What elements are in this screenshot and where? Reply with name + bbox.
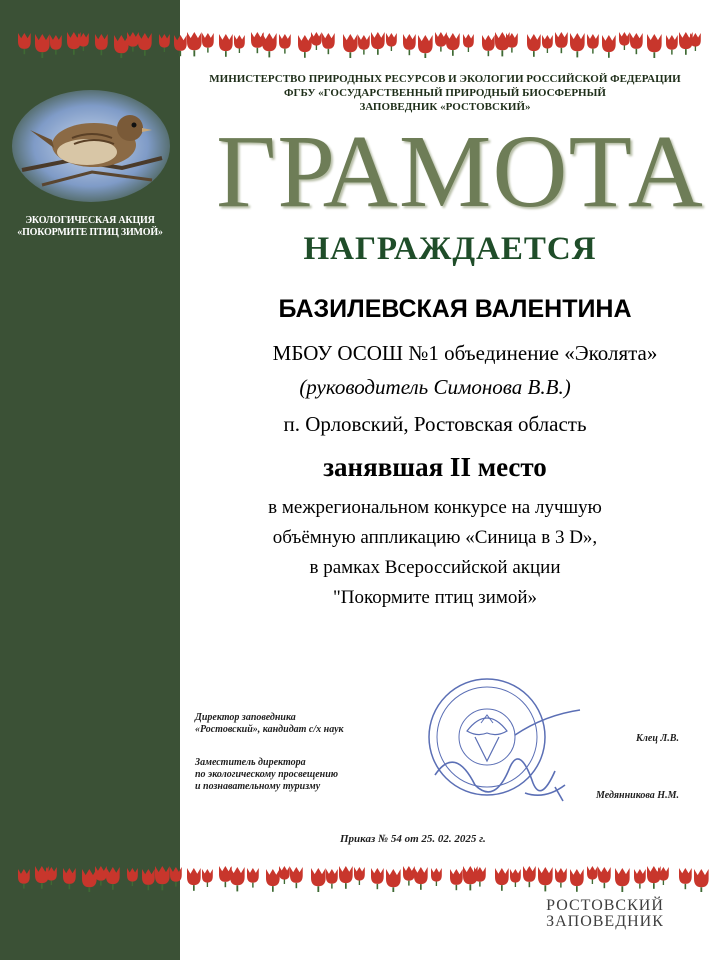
tulip-icon: [82, 869, 97, 892]
tulip-icon: [155, 866, 170, 890]
tulip-icon: [538, 867, 553, 891]
tulip-icon: [435, 32, 447, 52]
tulip-icon: [339, 866, 353, 889]
tulip-icon: [343, 34, 358, 58]
tulip-icon: [666, 35, 678, 55]
desc-line4: "Покормите птиц зимой»: [332, 587, 538, 608]
campaign-caption-line2: «ПОКОРМИТЕ ПТИЦ ЗИМОЙ»: [17, 227, 163, 238]
tulip-icon: [187, 32, 202, 56]
tulip-icon: [403, 866, 415, 886]
tulip-icon: [106, 867, 120, 890]
deputy-name: Медянникова Н.М.: [596, 790, 679, 801]
tulip-icon: [202, 33, 214, 53]
tulip-icon: [234, 35, 245, 53]
tulip-icon: [266, 869, 280, 892]
tulip-icon: [371, 32, 385, 55]
certificate-title: ГРАМОТА: [216, 114, 704, 229]
director-line2: «Ростовский», кандидат с/х наук: [195, 724, 344, 735]
tulip-icon: [386, 869, 401, 892]
header-line1: МИНИСТЕРСТВО ПРИРОДНЫХ РЕСУРСОВ И ЭКОЛОГИИ РОССИЙСКОЙ ФЕДЕРАЦИИ: [209, 73, 681, 85]
tulip-icon: [279, 866, 290, 884]
sidebar-panel: [0, 0, 180, 960]
tulip-icon: [170, 867, 182, 887]
contest-description: [180, 493, 690, 613]
order-number: Приказ № 54 от 25. 02. 2025 г.: [340, 833, 486, 845]
tulip-icon: [354, 867, 365, 885]
deputy-line2: по экологическому просвещению: [195, 769, 339, 780]
tulip-icon: [279, 34, 291, 54]
tulip-icon: [615, 868, 630, 892]
header-line3: ЗАПОВЕДНИК «РОСТОВСКИЙ»: [359, 101, 531, 113]
logo-line2: ЗАПОВЕДНИК: [546, 913, 664, 930]
tulip-icon: [694, 869, 709, 892]
tulip-icon: [647, 34, 662, 58]
tulip-icon: [187, 868, 201, 891]
tulip-icon: [95, 866, 107, 886]
leader: (руководитель Симонова В.В.): [299, 375, 571, 399]
tulip-icon: [510, 869, 521, 887]
logo-line1: РОСТОВСКИЙ: [546, 897, 664, 914]
header-line2: ФГБУ «ГОСУДАРСТВЕННЫЙ ПРИРОДНЫЙ БИОСФЕРНЫЙ: [284, 87, 606, 99]
tulip-icon: [523, 866, 536, 887]
tulip-icon: [679, 868, 692, 889]
tulip-icon: [570, 869, 584, 892]
tulip-icon: [311, 32, 322, 50]
tulip-icon: [446, 33, 460, 56]
tulip-icon: [555, 32, 568, 53]
tulip-icon: [174, 35, 187, 56]
tulip-icon: [630, 33, 643, 54]
tulip-icon: [587, 866, 598, 884]
tulip-icon: [570, 33, 585, 57]
awarded-heading: НАГРАЖДАЕТСЯ: [303, 231, 597, 267]
tulip-icon: [247, 868, 259, 888]
tulip-border-top: [0, 28, 720, 58]
tulip-icon: [634, 869, 646, 889]
tulip-icon: [219, 866, 232, 887]
tulip-icon: [418, 35, 433, 58]
tulip-icon: [658, 867, 669, 885]
tulip-icon: [311, 868, 326, 892]
tulip-icon: [63, 868, 76, 889]
tulip-icon: [262, 33, 277, 57]
tulip-icon: [18, 869, 30, 889]
tulip-icon: [690, 33, 701, 51]
tulip-icon: [127, 868, 138, 886]
tulip-icon: [142, 869, 155, 890]
tulip-icon: [18, 33, 31, 54]
reserve-logo: [510, 898, 700, 930]
place-won: занявшая II место: [323, 452, 547, 482]
tulip-icon: [326, 869, 338, 889]
tulip-icon: [46, 867, 57, 885]
campaign-caption-line1: ЭКОЛОГИЧЕСКАЯ АКЦИЯ: [25, 215, 155, 226]
ministry-header: [180, 72, 710, 114]
director-line1: Директор заповедника: [195, 712, 296, 723]
tulip-icon: [159, 34, 170, 52]
recipient-name: БАЗИЛЕВСКАЯ ВАЛЕНТИНА: [278, 295, 632, 323]
tulip-icon: [50, 35, 62, 55]
tulip-icon: [431, 868, 442, 886]
official-seal: [415, 675, 585, 815]
tulip-icon: [527, 34, 541, 57]
deputy-title: [195, 757, 338, 793]
deputy-line3: и познавательному туризму: [195, 781, 321, 792]
tulip-icon: [482, 35, 495, 56]
tulip-icon: [358, 35, 370, 55]
tulip-icon: [290, 867, 303, 888]
tulip-icon: [219, 34, 233, 57]
tulip-icon: [114, 35, 129, 58]
tulip-icon: [403, 34, 416, 55]
tulip-icon: [495, 868, 509, 891]
tulip-icon: [138, 33, 152, 56]
organization: МБОУ ОСОШ №1 объединение «Эколята»: [272, 341, 658, 365]
deputy-line1: Заместитель директора: [195, 757, 306, 768]
tulip-icon: [127, 32, 139, 52]
tulip-icon: [602, 35, 616, 58]
bird-photo: [12, 90, 170, 202]
tulip-icon: [298, 35, 312, 58]
tulip-icon: [587, 34, 599, 54]
desc-line3: в рамках Всероссийской акции: [309, 557, 561, 578]
campaign-caption: [4, 215, 176, 239]
tulip-icon: [619, 32, 630, 50]
tulip-icon: [251, 32, 264, 53]
director-title: [195, 712, 344, 736]
tulip-icon: [95, 34, 108, 55]
tulip-icon: [371, 868, 384, 889]
location: п. Орловский, Ростовская область: [283, 412, 587, 436]
tulip-icon: [230, 867, 245, 891]
tulip-icon: [386, 33, 397, 51]
tulip-icon: [202, 869, 213, 887]
tulip-icon: [542, 35, 553, 53]
desc-line1: в межрегиональном конкурсе на лучшую: [268, 497, 602, 518]
tulip-icon: [555, 868, 567, 888]
tulip-icon: [322, 33, 335, 54]
tulip-icon: [463, 34, 474, 52]
desc-line2: объёмную аппликацию «Синица в 3 D»,: [272, 527, 598, 548]
tulip-icon: [450, 869, 463, 890]
director-name: Клец Л.В.: [636, 733, 679, 744]
tulip-icon: [598, 867, 611, 888]
tulip-icon: [35, 34, 50, 58]
tulip-icon: [414, 867, 428, 890]
tulip-border-bottom: [0, 862, 720, 892]
